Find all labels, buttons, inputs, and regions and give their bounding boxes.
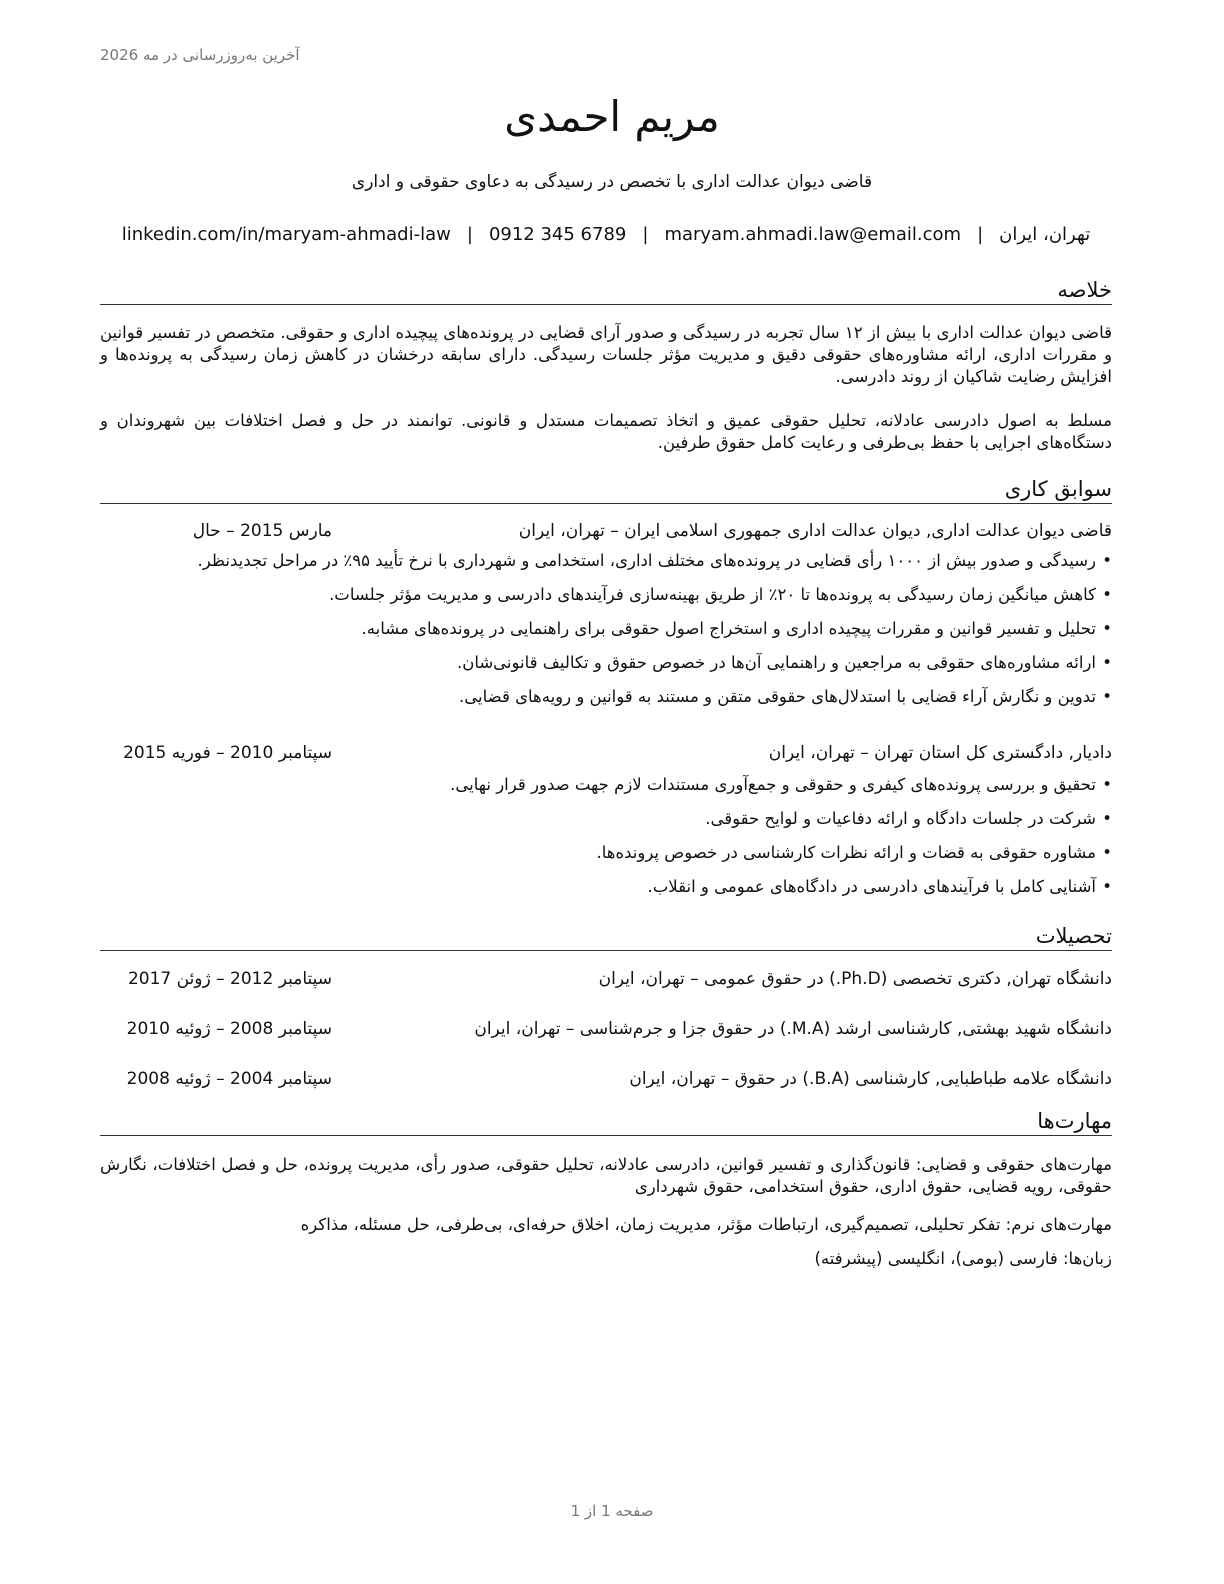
- job-bullets: [96, 774, 1112, 910]
- education-date: سپتامبر 2012 – ژوئن 2017: [127, 969, 332, 989]
- skills-legal: مهارت‌های حقوقی و قضایی: قانون‌گذاری و تفسیر قوانین، دادرسی عادلانه، تحلیل حقوقی، صدور رأی، مدیریت پرونده، حل و فصل اختلافات، نگارش حقوقی، رویه قضایی، حقوق اداری، حقوق استخدامی، حقوق شهرداری: [100, 1155, 1112, 1196]
- candidate-name: مریم احمدی: [504, 92, 720, 141]
- education-heading: تحصیلات: [100, 923, 1112, 951]
- education-entry: [100, 1017, 1112, 1041]
- job-bullet: • ارائه مشاوره‌های حقوقی به مراجعین و راهنمایی آن‌ها در خصوص حقوق و تکالیف قانونی‌شان.: [96, 652, 1112, 674]
- job-date: سپتامبر 2010 – فوریه 2015: [123, 743, 332, 763]
- job-title: قاضی دیوان عدالت اداری, دیوان عدالت اداری جمهوری اسلامی ایران – تهران، ایران: [518, 521, 1112, 541]
- contact-separator: |: [642, 224, 649, 245]
- candidate-subtitle: قاضی دیوان عدالت اداری با تخصص در رسیدگی به دعاوی حقوقی و اداری: [351, 172, 873, 192]
- summary-heading: خلاصه: [100, 277, 1112, 305]
- job-title: دادیار, دادگستری کل استان تهران – تهران، ایران: [768, 743, 1112, 763]
- education-title: دانشگاه تهران, دکتری تخصصی (Ph.D.) در حقوق عمومی – تهران، ایران: [598, 969, 1112, 989]
- education-date: سپتامبر 2008 – ژوئیه 2010: [126, 1019, 332, 1039]
- skills-heading: مهارت‌ها: [100, 1108, 1112, 1136]
- contact-separator: |: [977, 224, 984, 245]
- education-title: دانشگاه علامه طباطبایی, کارشناسی (B.A.) در حقوق – تهران، ایران: [629, 1069, 1112, 1089]
- skills-soft: مهارت‌های نرم: تفکر تحلیلی، تصمیم‌گیری، ارتباطات مؤثر، مدیریت زمان، اخلاق حرفه‌ای، بی‌طرفی، حل مسئله، مذاکره: [300, 1215, 1112, 1234]
- job-bullet: • شرکت در جلسات دادگاه و ارائه دفاعیات و لوایح حقوقی.: [96, 808, 1112, 830]
- job-bullet: • رسیدگی و صدور بیش از ۱۰۰۰ رأی قضایی در پرونده‌های مختلف اداری، استخدامی و شهرداری با نرخ تأیید ۹۵٪ در مراحل تجدیدنظر.: [96, 550, 1112, 572]
- contact-line: [100, 224, 1112, 245]
- contact-email[interactable]: maryam.ahmadi.law@email.com: [664, 224, 962, 245]
- summary-paragraph-1: قاضی دیوان عدالت اداری با بیش از ۱۲ سال تجربه در رسیدگی و صدور آرای قضایی در پرونده‌های پیچیده اداری و حقوقی. متخصص در تفسیر قوانین و مقررات اداری، ارائه مشاوره‌های حقوقی دقیق و مدیریت مؤثر جلسات رسیدگی. دارای سابقه درخشان در کاهش زمان رسیدگی به پرونده‌ها و افزایش رضایت شاکیان از روند دادرسی.: [100, 323, 1112, 386]
- job-date: مارس 2015 – حال: [192, 521, 332, 541]
- summary-paragraph-2: مسلط به اصول دادرسی عادلانه، تحلیل حقوقی عمیق و اتخاذ تصمیمات مستدل و قانونی. توانمند در حل و فصل اختلافات بین شهروندان و دستگاه‌های اجرایی با حفظ بی‌طرفی و رعایت کامل حقوق طرفین.: [100, 411, 1112, 452]
- job-bullet: • کاهش میانگین زمان رسیدگی به پرونده‌ها تا ۲۰٪ از طریق بهینه‌سازی فرآیندهای دادرسی و مدیریت مؤثر جلسات.: [96, 584, 1112, 606]
- last-updated: آخرین به‌روزرسانی در مه 2026: [100, 46, 300, 64]
- job-bullet: • تحقیق و بررسی پرونده‌های کیفری و حقوقی و جمع‌آوری مستندات لازم جهت صدور قرار نهایی.: [96, 774, 1112, 796]
- job-bullet: • مشاوره حقوقی به قضات و ارائه نظرات کارشناسی در خصوص پرونده‌ها.: [96, 842, 1112, 864]
- education-title: دانشگاه شهید بهشتی, کارشناسی ارشد (M.A.) در حقوق جزا و جرم‌شناسی – تهران، ایران: [474, 1019, 1112, 1039]
- education-date: سپتامبر 2004 – ژوئیه 2008: [126, 1069, 332, 1089]
- job-entry: [100, 519, 1112, 543]
- page-number: صفحه 1 از 1: [570, 1502, 654, 1520]
- job-bullet: • آشنایی کامل با فرآیندهای دادرسی در دادگاه‌های عمومی و انقلاب.: [96, 876, 1112, 898]
- job-bullet: • تدوین و نگارش آراء قضایی با استدلال‌های حقوقی متقن و مستند به قوانین و رویه‌های قضایی.: [96, 686, 1112, 708]
- job-entry: [100, 741, 1112, 765]
- job-bullet: • تحلیل و تفسیر قوانین و مقررات پیچیده اداری و استخراج اصول حقوقی برای راهنمایی در پرونده‌های مشابه.: [96, 618, 1112, 640]
- job-bullets: [96, 550, 1112, 720]
- contact-linkedin[interactable]: linkedin.com/in/maryam-ahmadi-law: [121, 224, 451, 245]
- education-entry: [100, 967, 1112, 991]
- education-entry: [100, 1067, 1112, 1091]
- experience-heading: سوابق کاری: [100, 476, 1112, 504]
- contact-location: تهران، ایران: [999, 224, 1091, 245]
- contact-separator: |: [466, 224, 473, 245]
- contact-phone[interactable]: 0912 345 6789: [488, 224, 627, 245]
- skills-languages: زبان‌ها: فارسی (بومی)، انگلیسی (پیشرفته): [814, 1249, 1112, 1268]
